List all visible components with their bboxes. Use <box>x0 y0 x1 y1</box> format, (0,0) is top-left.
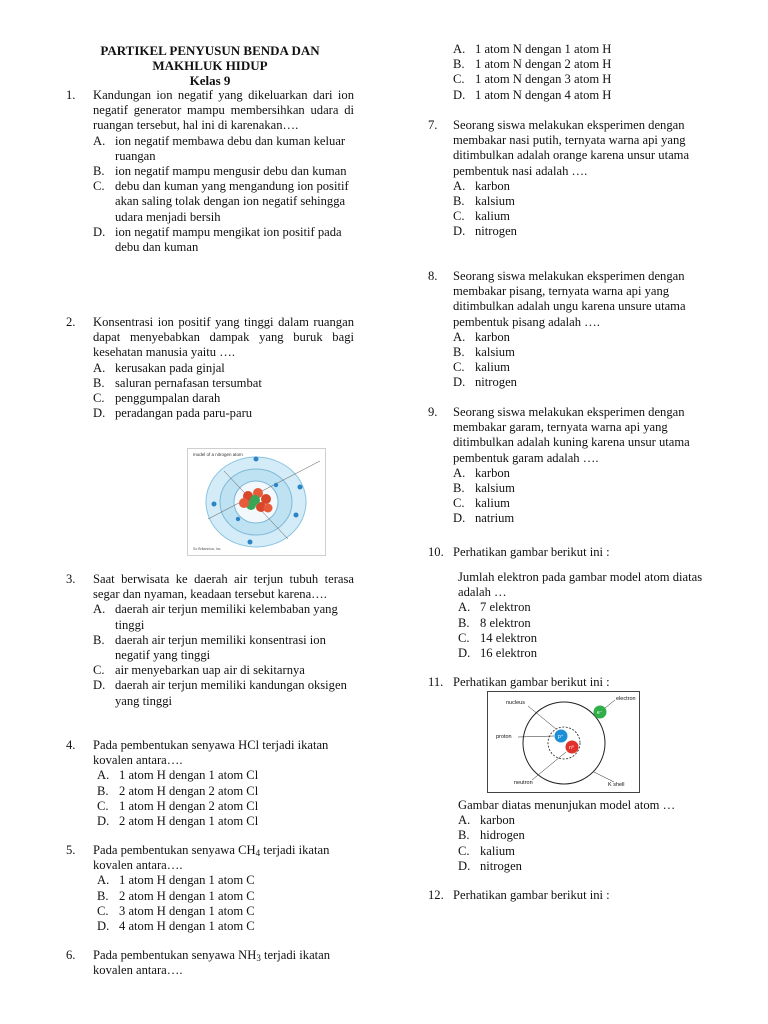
option-b[interactable]: B. 2 atom H dengan 2 atom Cl <box>97 783 259 798</box>
neutron <box>250 495 260 505</box>
option-d[interactable]: D. nitrogen <box>453 224 517 239</box>
question-stem: Perhatikan gambar berikut ini : <box>453 545 610 559</box>
electron <box>274 483 278 487</box>
option-c[interactable]: C. penggumpalan darah <box>93 391 221 406</box>
option-c[interactable]: C. air menyebarkan uap air di sekitarnya <box>93 663 305 678</box>
option-b[interactable]: B. 2 atom H dengan 1 atom C <box>97 888 255 903</box>
option-d[interactable]: D. 16 elektron <box>458 646 538 661</box>
option-a[interactable]: A. karbon <box>458 813 515 828</box>
question-11-body <box>428 798 728 874</box>
question-number: 12. <box>428 888 444 902</box>
option-a[interactable]: A. karbon <box>453 465 510 480</box>
option-a[interactable]: A. 7 elektron <box>458 600 531 615</box>
options <box>453 330 720 391</box>
question-number: 9. <box>428 405 438 419</box>
options <box>97 768 354 829</box>
option-a[interactable]: A. 1 atom N dengan 1 atom H <box>453 42 612 56</box>
option-a[interactable]: A. 1 atom H dengan 1 atom Cl <box>97 768 259 783</box>
options <box>453 179 720 240</box>
question-8 <box>428 269 720 391</box>
electron-label: electron <box>616 696 636 702</box>
question-4 <box>66 738 354 829</box>
option-a[interactable]: A. karbon <box>453 178 510 193</box>
option-a[interactable]: A. daerah air terjun memiliki kelembaban yang tinggi <box>93 602 338 632</box>
option-c[interactable]: C. kalium <box>453 209 510 224</box>
proton-label: proton <box>496 734 512 740</box>
option-a[interactable]: A. kerusakan pada ginjal <box>93 360 225 375</box>
option-c[interactable]: C. kalium <box>458 843 515 858</box>
atom-model-figure <box>487 691 640 793</box>
question-number: 8. <box>428 269 438 283</box>
question-sub-stem: Jumlah elektron pada gambar model atom diatas adalah … <box>458 570 703 600</box>
figure-caption: model of a nitrogen atom <box>193 452 243 457</box>
electron <box>212 502 217 507</box>
electron <box>298 485 303 490</box>
question-stem: Perhatikan gambar berikut ini : <box>453 675 610 689</box>
options <box>93 602 354 708</box>
options <box>458 600 728 661</box>
option-b[interactable]: B. 1 atom N dengan 2 atom H <box>453 57 612 72</box>
question-number: 6. <box>66 948 76 962</box>
neutron-symbol: n⁰ <box>569 745 574 751</box>
question-stem: Perhatikan gambar berikut ini : <box>453 888 610 902</box>
figure-credit: So Britannica, Inc. <box>193 547 222 551</box>
option-c[interactable]: C. kalium <box>453 360 510 375</box>
question-5 <box>66 843 354 934</box>
option-d[interactable]: D. daerah air terjun memiliki kandungan oksigen yang tinggi <box>93 678 347 708</box>
options <box>93 361 354 422</box>
option-a[interactable]: A. 1 atom H dengan 1 atom C <box>97 873 255 888</box>
option-b[interactable]: B. hidrogen <box>458 828 525 843</box>
question-number: 7. <box>428 118 438 132</box>
question-stem: Konsentrasi ion positif yang tinggi dalam ruangan dapat menyebabkan dampak yang buruk bagi kesehatan manusia yaitu …. <box>93 315 354 360</box>
option-a[interactable]: A. karbon <box>453 329 510 344</box>
title-line-1: PARTIKEL PENYUSUN BENDA DAN <box>100 43 320 58</box>
question-2 <box>66 315 354 421</box>
electron <box>236 517 240 521</box>
electron-pointer <box>605 700 615 708</box>
nitrogen-atom-figure <box>187 448 326 556</box>
option-d[interactable]: D. nitrogen <box>453 375 517 390</box>
question-7 <box>428 118 720 240</box>
options <box>97 873 354 934</box>
option-c[interactable]: C. 1 atom N dengan 3 atom H <box>453 72 612 87</box>
proton <box>264 504 273 513</box>
question-number: 4. <box>66 738 76 752</box>
question-stem: Pada pembentukan senyawa $NH_3$ terjadi ikatan kovalen antara…. <box>93 948 331 978</box>
k-shell-orbit <box>523 702 605 784</box>
option-b[interactable]: B. 8 elektron <box>458 615 531 630</box>
option-c[interactable]: C. 3 atom H dengan 1 atom C <box>97 903 255 918</box>
option-d[interactable]: D. 2 atom H dengan 1 atom Cl <box>97 814 259 829</box>
question-stem: Seorang siswa melakukan eksperimen dengan membakar pisang, ternyata warna api yang ditimbulkan adalah ungu karena unsure utama pembentuk pisang adalah …. <box>453 269 686 329</box>
question-number: 2. <box>66 315 76 329</box>
question-stem: Pada pembentukan senyawa HCl terjadi ikatan kovalen antara…. <box>93 738 329 768</box>
question-10-body <box>428 570 728 661</box>
option-d[interactable]: D. peradangan pada paru-paru <box>93 406 253 421</box>
question-number: 3. <box>66 572 76 586</box>
option-d[interactable]: D. ion negatif mampu mengikat ion positif pada debu dan kuman <box>93 224 342 255</box>
shell-pointer <box>594 772 614 782</box>
atom-model-diagram <box>488 692 639 792</box>
title-line-2: MAKHLUK HIDUP <box>152 58 268 73</box>
option-d[interactable]: D. 4 atom H dengan 1 atom C <box>97 919 255 934</box>
option-d[interactable]: D. natrium <box>453 511 515 526</box>
question-12 <box>428 888 728 903</box>
options <box>453 466 720 527</box>
question-11 <box>428 675 728 690</box>
option-b[interactable]: B. kalsium <box>453 194 515 209</box>
question-sub-stem: Gambar diatas menunjukan model atom … <box>458 798 676 812</box>
option-c[interactable]: C. 14 elektron <box>458 630 538 645</box>
proton-symbol: p⁺ <box>558 734 564 740</box>
question-1 <box>66 88 354 255</box>
question-stem: Seorang siswa melakukan eksperimen dengan membakar garam, ternyata warna api yang ditimbulkan adalah kuning karena unsur utama pembentuk garam adalah …. <box>453 405 690 465</box>
neutron-pointer <box>532 752 566 780</box>
electron <box>254 457 259 462</box>
question-stem: Kandungan ion negatif yang dikeluarkan dari ion negatif generator mampu membersihkan udara di ruangan tersebut, hal ini di karenakan…. <box>93 88 354 133</box>
question-number: 11. <box>428 675 444 689</box>
class-subtitle: Kelas 9 <box>189 73 231 88</box>
question-3 <box>66 572 354 709</box>
option-d[interactable]: D. 1 atom N dengan 4 atom H <box>453 87 612 102</box>
question-10 <box>428 545 728 560</box>
option-a[interactable]: A. ion negatif membawa debu dan kuman keluar ruangan <box>93 133 346 163</box>
question-6 <box>66 948 354 978</box>
question-stem: Seorang siswa melakukan eksperimen dengan membakar nasi putih, ternyata warna api yang ditimbulkan adalah orange karena unsur utama pembentuk nasi adalah …. <box>453 118 690 178</box>
electron-symbol: e⁻ <box>597 710 603 716</box>
option-c[interactable]: C. kalium <box>453 496 510 511</box>
question-number: 5. <box>66 843 76 857</box>
question-6-options <box>428 42 728 103</box>
k-shell-label: K shell <box>608 782 625 788</box>
question-9 <box>428 405 720 527</box>
neutron-label: neutron <box>514 780 533 786</box>
options <box>93 134 354 256</box>
page-title <box>66 43 354 88</box>
question-stem: Saat berwisata ke daerah air terjun tubuh terasa segar dan nyaman, keadaan tersebut karena…. <box>93 572 354 602</box>
question-stem: Pada pembentukan senyawa $CH_4$ terjadi ikatan kovalen antara…. <box>93 843 330 873</box>
electron <box>294 513 299 518</box>
option-b[interactable]: B. saluran pernafasan tersumbat <box>93 375 262 390</box>
nucleus-label: nucleus <box>506 700 525 706</box>
options <box>453 42 728 103</box>
question-number: 1. <box>66 88 76 102</box>
option-b[interactable]: B. kalsium <box>453 481 515 496</box>
option-c[interactable]: C. 1 atom H dengan 2 atom Cl <box>97 798 259 813</box>
option-b[interactable]: B. kalsium <box>453 345 515 360</box>
options <box>458 813 728 874</box>
electron <box>248 540 253 545</box>
nitrogen-atom-diagram <box>188 449 325 555</box>
proton <box>239 498 249 508</box>
option-d[interactable]: D. nitrogen <box>458 858 522 873</box>
question-number: 10. <box>428 545 444 559</box>
option-c[interactable]: C. debu dan kuman yang mengandung ion positif akan saling tolak dengan ion negatif sehingga udara menjadi bersih <box>93 179 349 224</box>
option-b[interactable]: B. ion negatif mampu mengusir debu dan kuman <box>93 164 347 179</box>
option-b[interactable]: B. daerah air terjun memiliki konsentrasi ion negatif yang tinggi <box>93 632 326 663</box>
